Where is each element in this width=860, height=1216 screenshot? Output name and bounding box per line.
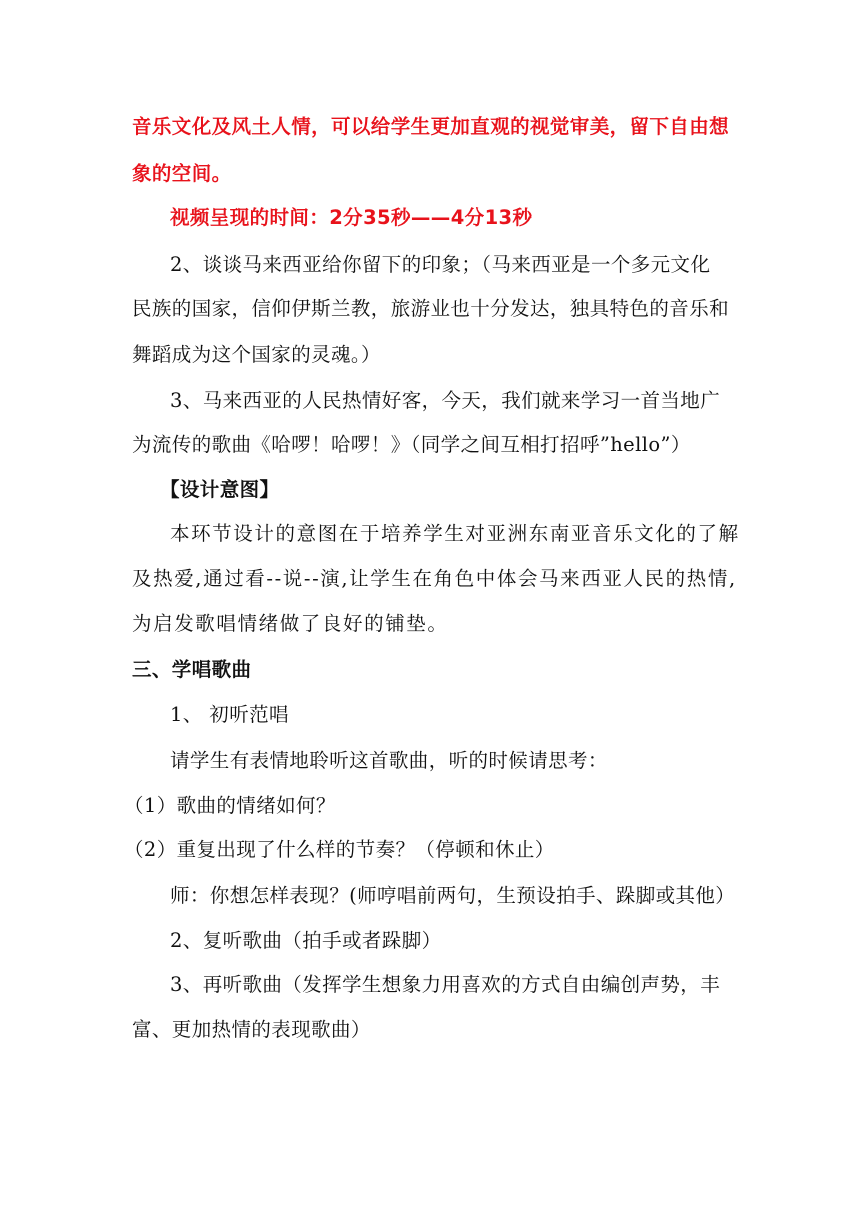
item-3-line-2: 为流传的歌曲《哈啰！哈啰！》（同学之间互相打招呼”hello”）	[132, 433, 691, 456]
red-paragraph-line-1: 音乐文化及风土人情，可以给学生更加直观的视觉审美，留下自由想	[132, 115, 730, 138]
step-2: 2、复听歌曲（拍手或者跺脚）	[170, 929, 442, 952]
teacher-line: 师：你想怎样表现？(师哼唱前两句，生预设拍手、跺脚或其他）	[170, 884, 736, 907]
design-intent-line-1: 本环节设计的意图在于培养学生对亚洲东南亚音乐文化的了解	[170, 522, 740, 545]
item-2-line-2: 民族的国家，信仰伊斯兰教，旅游业也十分发达，独具特色的音乐和	[132, 297, 730, 320]
step-3-line-1: 3、再听歌曲（发挥学生想象力用喜欢的方式自由编创声势，丰	[170, 973, 721, 996]
section-3-heading: 三、学唱歌曲	[132, 658, 252, 681]
step-3-line-2: 富、更加热情的表现歌曲）	[132, 1018, 371, 1041]
item-2-line-3: 舞蹈成为这个国家的灵魂。）	[132, 343, 381, 366]
item-3-line-1: 3、马来西亚的人民热情好客，今天，我们就来学习一首当地广	[170, 389, 721, 412]
question-1: （1）歌曲的情绪如何？	[124, 794, 336, 817]
question-2: （2）重复出现了什么样的节奏？（停顿和休止）	[124, 838, 555, 861]
design-intent-heading: 【设计意图】	[160, 478, 280, 501]
design-intent-line-3: 为启发歌唱情绪做了良好的铺垫。	[132, 612, 449, 635]
step-1-instruction: 请学生有表情地聆听这首歌曲，听的时候请思考：	[170, 749, 608, 772]
design-intent-line-2: 及热爱,通过看--说--演,让学生在角色中体会马来西亚人民的热情,	[132, 567, 737, 590]
item-2-line-1: 2、谈谈马来西亚给你留下的印象；（马来西亚是一个多元文化	[170, 253, 711, 276]
step-1-title: 1、 初听范唱	[170, 703, 289, 726]
video-time-text: 视频呈现的时间：2分35秒——4分13秒	[170, 206, 533, 229]
red-paragraph-line-2: 象的空间。	[132, 162, 232, 185]
